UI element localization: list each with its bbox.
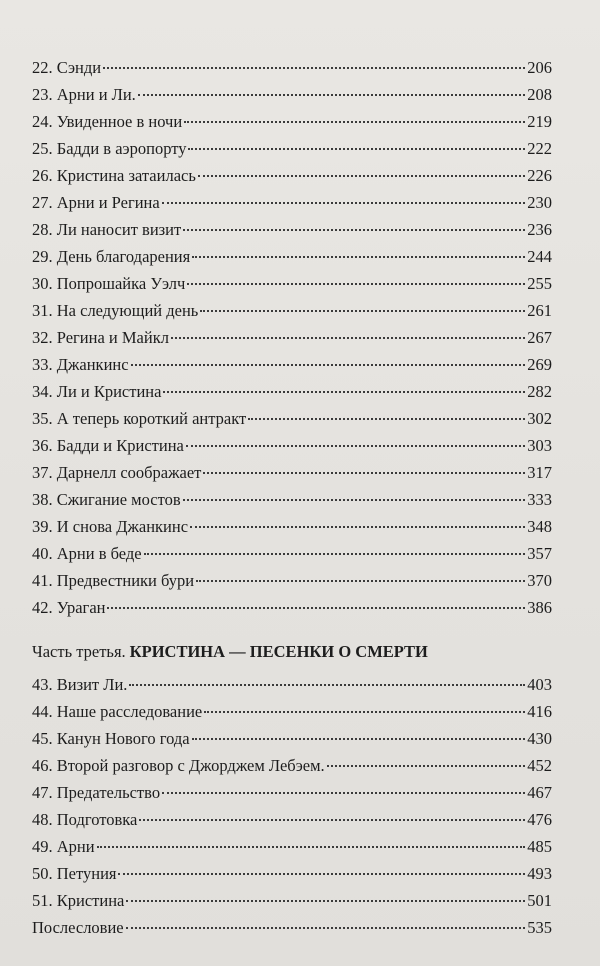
toc-entry [32, 756, 552, 783]
toc-entry-label: 33. Джанкинс [32, 355, 129, 374]
dot-leader [183, 499, 526, 501]
part-heading-prefix: Часть третья. [32, 642, 126, 661]
toc-entry-page-number: 493 [527, 864, 552, 883]
toc-entry-label: 51. Кристина [32, 891, 125, 910]
table-of-contents [32, 58, 552, 945]
toc-entry-label: 43. Визит Ли. [32, 675, 128, 694]
toc-entry-page-number: 467 [527, 783, 552, 802]
toc-entry [32, 729, 552, 756]
toc-entry-page-number: 226 [527, 166, 552, 185]
toc-entry [32, 544, 552, 571]
toc-entry-label: 23. Арни и Ли. [32, 85, 136, 104]
toc-section-part-two [32, 58, 552, 625]
toc-entry [32, 490, 552, 517]
toc-entry [32, 328, 552, 355]
toc-entry-page-number: 230 [527, 193, 552, 212]
toc-entry-page-number: 348 [527, 517, 552, 536]
dot-leader [187, 283, 525, 285]
dot-leader [103, 67, 525, 69]
toc-entry-page-number: 317 [527, 463, 552, 482]
toc-entry [32, 571, 552, 598]
toc-entry [32, 864, 552, 891]
toc-entry [32, 891, 552, 918]
dot-leader [162, 792, 525, 794]
dot-leader [204, 711, 525, 713]
toc-entry-label: 30. Попрошайка Уэлч [32, 274, 186, 293]
toc-entry-page-number: 485 [527, 837, 552, 856]
toc-entry-page-number: 255 [527, 274, 552, 293]
dot-leader [129, 684, 525, 686]
toc-entry [32, 112, 552, 139]
dot-leader [126, 900, 525, 902]
toc-entry-page-number: 403 [527, 675, 552, 694]
dot-leader [198, 175, 525, 177]
toc-entry-label: 37. Дарнелл соображает [32, 463, 202, 482]
toc-entry-page-number: 370 [527, 571, 552, 590]
toc-entry [32, 918, 552, 945]
dot-leader [126, 927, 526, 929]
toc-entry [32, 517, 552, 544]
dot-leader [184, 121, 525, 123]
dot-leader [196, 580, 525, 582]
toc-entry-label: 24. Увиденное в ночи [32, 112, 183, 131]
dot-leader [203, 472, 525, 474]
toc-entry-page-number: 430 [527, 729, 552, 748]
toc-entry-page-number: 535 [527, 918, 552, 937]
toc-entry-page-number: 386 [527, 598, 552, 617]
toc-entry [32, 139, 552, 166]
toc-entry-page-number: 302 [527, 409, 552, 428]
toc-entry [32, 675, 552, 702]
toc-entry-label: 41. Предвестники бури [32, 571, 195, 590]
toc-entry-label: 47. Предательство [32, 783, 161, 802]
toc-entry [32, 220, 552, 247]
toc-entry [32, 355, 552, 382]
toc-entry-page-number: 236 [527, 220, 552, 239]
toc-entry-page-number: 303 [527, 436, 552, 455]
toc-entry-page-number: 219 [527, 112, 552, 131]
toc-entry-page-number: 357 [527, 544, 552, 563]
dot-leader [139, 819, 525, 821]
dot-leader [192, 738, 526, 740]
dot-leader [171, 337, 525, 339]
toc-entry-label: 36. Бадди и Кристина [32, 436, 184, 455]
part-heading [32, 629, 552, 675]
toc-entry-page-number: 206 [527, 58, 552, 77]
toc-entry-page-number: 501 [527, 891, 552, 910]
toc-entry [32, 382, 552, 409]
dot-leader [192, 256, 525, 258]
toc-entry-label: 48. Подготовка [32, 810, 138, 829]
toc-entry [32, 247, 552, 274]
dot-leader [190, 526, 525, 528]
toc-entry [32, 301, 552, 328]
toc-entry-label: 46. Второй разговор с Джорджем Лебэем. [32, 756, 325, 775]
dot-leader [183, 229, 525, 231]
toc-entry [32, 85, 552, 112]
toc-entry [32, 837, 552, 864]
toc-entry [32, 463, 552, 490]
dot-leader [131, 364, 526, 366]
toc-entry-page-number: 269 [527, 355, 552, 374]
toc-entry-label: 49. Арни [32, 837, 95, 856]
toc-entry [32, 783, 552, 810]
dot-leader [138, 94, 525, 96]
dot-leader [118, 873, 525, 875]
toc-entry [32, 274, 552, 301]
dot-leader [107, 607, 525, 609]
dot-leader [162, 202, 526, 204]
toc-entry-label: 29. День благодарения [32, 247, 191, 266]
toc-entry-page-number: 282 [527, 382, 552, 401]
toc-entry-label: Послесловие [32, 918, 124, 937]
toc-entry-page-number: 333 [527, 490, 552, 509]
toc-section-part-three [32, 675, 552, 945]
toc-entry-label: 25. Бадди в аэропорту [32, 139, 187, 158]
toc-entry-label: 39. И снова Джанкинс [32, 517, 189, 536]
toc-entry-label: 40. Арни в беде [32, 544, 142, 563]
toc-entry-page-number: 222 [527, 139, 552, 158]
dot-leader [188, 148, 525, 150]
toc-entry-label: 50. Петуния [32, 864, 117, 883]
toc-entry-label: 42. Ураган [32, 598, 106, 617]
dot-leader [200, 310, 525, 312]
toc-entry-page-number: 208 [527, 85, 552, 104]
toc-entry-label: 38. Сжигание мостов [32, 490, 181, 509]
toc-entry-label: 32. Регина и Майкл [32, 328, 169, 347]
part-heading-title: КРИСТИНА — ПЕСЕНКИ О СМЕРТИ [129, 642, 428, 661]
dot-leader [248, 418, 525, 420]
toc-entry-label: 34. Ли и Кристина [32, 382, 162, 401]
dot-leader [144, 553, 526, 555]
toc-entry-label: 35. А теперь короткий антракт [32, 409, 247, 428]
toc-entry [32, 598, 552, 625]
toc-entry-page-number: 244 [527, 247, 552, 266]
toc-entry-label: 28. Ли наносит визит [32, 220, 182, 239]
toc-entry-page-number: 416 [527, 702, 552, 721]
toc-entry-label: 26. Кристина затаилась [32, 166, 196, 185]
toc-entry [32, 58, 552, 85]
toc-entry-label: 22. Сэнди [32, 58, 102, 77]
toc-entry [32, 193, 552, 220]
toc-entry-page-number: 267 [527, 328, 552, 347]
toc-entry [32, 702, 552, 729]
dot-leader [97, 846, 526, 848]
toc-entry-label: 45. Канун Нового года [32, 729, 190, 748]
toc-entry [32, 166, 552, 193]
toc-entry-label: 44. Наше расследование [32, 702, 203, 721]
toc-entry [32, 810, 552, 837]
toc-entry [32, 436, 552, 463]
toc-entry [32, 409, 552, 436]
dot-leader [186, 445, 525, 447]
toc-entry-page-number: 261 [527, 301, 552, 320]
toc-entry-label: 27. Арни и Регина [32, 193, 160, 212]
dot-leader [327, 765, 526, 767]
dot-leader [163, 391, 525, 393]
toc-entry-label: 31. На следующий день [32, 301, 199, 320]
toc-entry-page-number: 452 [527, 756, 552, 775]
toc-entry-page-number: 476 [527, 810, 552, 829]
